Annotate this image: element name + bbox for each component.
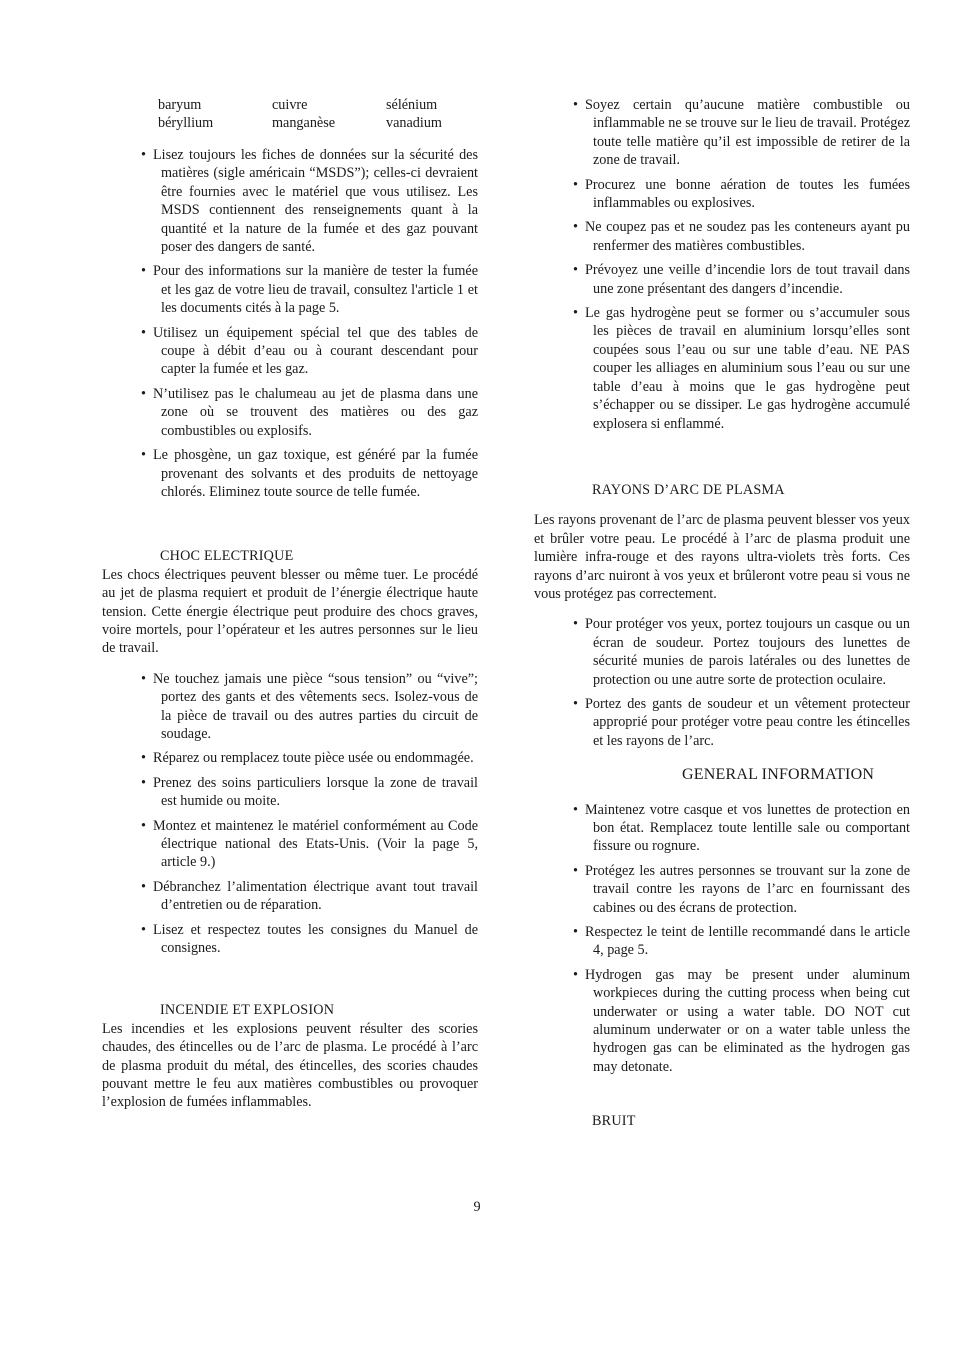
metal-item: manganèse: [272, 115, 336, 131]
list-item: • Prenez des soins particuliers lorsque la zone de travail est humide ou moite.: [141, 774, 478, 810]
list-item: • Utilisez un équipement spécial tel que des tables de coupe à débit d’eau ou à courant descendant pour capter la fumée et les gaz.: [141, 324, 478, 378]
list-item: • Pour protéger vos yeux, portez toujours un casque ou un écran de soudeur. Portez toujours des lunettes de sécurité munies de parois latérales ou des lunettes de protection ou une autre sorte de protection oculaire.: [573, 616, 910, 688]
metal-list: [158, 96, 478, 132]
page-number: 9: [473, 1199, 481, 1215]
list-item: • Maintenez votre casque et vos lunettes de protection en bon état. Remplacez toute lentille sale ou comportant fissure ou rognure.: [573, 801, 910, 855]
list-item: • Montez et maintenez le matériel conformément au Code électrique national des Etats-Unis. (Voir la page 5, article 9.): [141, 817, 478, 871]
list-item: • Lisez toujours les fiches de données sur la sécurité des matières (sigle américain “MSDS”); celles-ci devraient être fournies avec le matériel que vous utilisez. Les MSDS contiennent des renseignements quant à la quantité et la nature de la fumée et des gaz pouvant poser des dangers de santé.: [141, 147, 478, 256]
section-heading-noise: BRUIT: [592, 1113, 636, 1130]
general-bullets: [534, 801, 910, 1077]
list-item: • N’utilisez pas le chalumeau au jet de plasma dans une zone où se trouvent des matières ou des gaz combustibles ou explosifs.: [141, 385, 478, 439]
list-item: • Lisez et respectez toutes les consignes du Manuel de consignes.: [141, 921, 478, 957]
shock-bullets: [102, 670, 478, 958]
fire-paragraph: Les incendies et les explosions peuvent résulter des scories chaudes, des étincelles ou de l’arc de plasma. Le procédé à l’arc de plasma produit du métal, des étincelles, des scories chaudes pouvant mettre le feu aux matières combustibles ou provoquer l’explosion de fumées inflammables.: [102, 1020, 478, 1111]
section-heading-fire: INCENDIE ET EXPLOSION: [160, 1002, 335, 1019]
metal-item: vanadium: [386, 115, 442, 131]
list-item: • Pour des informations sur la manière de tester la fumée et les gaz de votre lieu de travail, consultez l'article 1 et les documents cités à la page 5.: [141, 263, 478, 317]
list-item: • Prévoyez une veille d’incendie lors de tout travail dans une zone présentant des dangers d’incendie.: [573, 262, 910, 297]
metal-item: cuivre: [272, 97, 308, 113]
left-column: [102, 96, 478, 1112]
fume-bullets: [102, 146, 478, 501]
right-column: [534, 96, 910, 1131]
metal-item: baryum: [158, 97, 202, 113]
metal-item: sélénium: [386, 97, 438, 113]
section-heading-general: GENERAL INFORMATION: [682, 766, 875, 784]
section-heading-shock: CHOC ELECTRIQUE: [160, 548, 294, 565]
list-item: • Respectez le teint de lentille recommandé dans le article 4, page 5.: [573, 924, 910, 959]
list-item: • Ne touchez jamais une pièce “sous tension” ou “vive”; portez des gants et des vêtements secs. Isolez-vous de la pièce de travail ou des autres parties du circuit de soudage.: [141, 670, 478, 742]
fire-bullets: [534, 96, 910, 433]
list-item: • Débranchez l’alimentation électrique avant tout travail d’entretien ou de réparation.: [141, 878, 478, 914]
list-item: • Soyez certain qu’aucune matière combustible ou inflammable ne se trouve sur le lieu de travail. Protégez toute telle matière qu’il est impossible de retirer de la zone de travail.: [573, 97, 910, 169]
list-item: • Procurez une bonne aération de toutes les fumées inflammables ou explosives.: [573, 176, 910, 212]
list-item: • Le phosgène, un gaz toxique, est généré par la fumée provenant des solvants et des produits de nettoyage chlorés. Eliminez toute source de telle fumée.: [141, 447, 478, 500]
list-item: • Ne coupez pas et ne soudez pas les conteneurs ayant pu renfermer des matières combustibles.: [573, 219, 910, 254]
rays-bullets: [534, 615, 910, 750]
list-item: • Hydrogen gas may be present under aluminum workpieces during the cutting process when being cut underwater or using a water table. DO NOT cut aluminum underwater or on a water table unless the hydrogen gas can be eliminated as the hydrogen gas may detonate.: [573, 966, 910, 1075]
shock-paragraph: Les chocs électriques peuvent blesser ou même tuer. Le procédé au jet de plasma requiert et produit de l’énergie électrique haute tension. Cette énergie électrique peut produire des chocs graves, voire mortels, pour l’opérateur et les autres personnes sur le lieu de travail.: [102, 566, 478, 657]
list-item: • Protégez les autres personnes se trouvant sur la zone de travail contre les rayons de l’arc en fournissant des cabines ou des écrans de protection.: [573, 862, 910, 916]
list-item: • Le gas hydrogène peut se former ou s’accumuler sous les pièces de travail en aluminium lorsqu’elles sont coupées sous l’eau ou sur une table d’eau. NE PAS couper les alliages en aluminium sous l’eau ou sur une table d’eau à moins que le gas hydrogène peut s’échapper ou se dissiper. Le gas hydrogène accumulé explosera si enflammé.: [573, 305, 910, 432]
list-item: • Réparez ou remplacez toute pièce usée ou endommagée.: [141, 750, 474, 767]
metal-item: béryllium: [158, 115, 214, 131]
list-item: • Portez des gants de soudeur et un vêtement protecteur approprié pour protéger votre peau contre les étincelles et les rayons de l’arc.: [573, 695, 910, 749]
rays-paragraph: Les rayons provenant de l’arc de plasma peuvent blesser vos yeux et brûler votre peau. Le procédé à l’arc de plasma produit une lumière infra-rouge et des rayons ultra-violets très forts. Ces rayons d’arc nuiront à vos yeux et brûleront votre peau si vous ne vous protégez pas correctement.: [534, 512, 910, 602]
section-heading-rays: RAYONS D’ARC DE PLASMA: [592, 481, 785, 498]
